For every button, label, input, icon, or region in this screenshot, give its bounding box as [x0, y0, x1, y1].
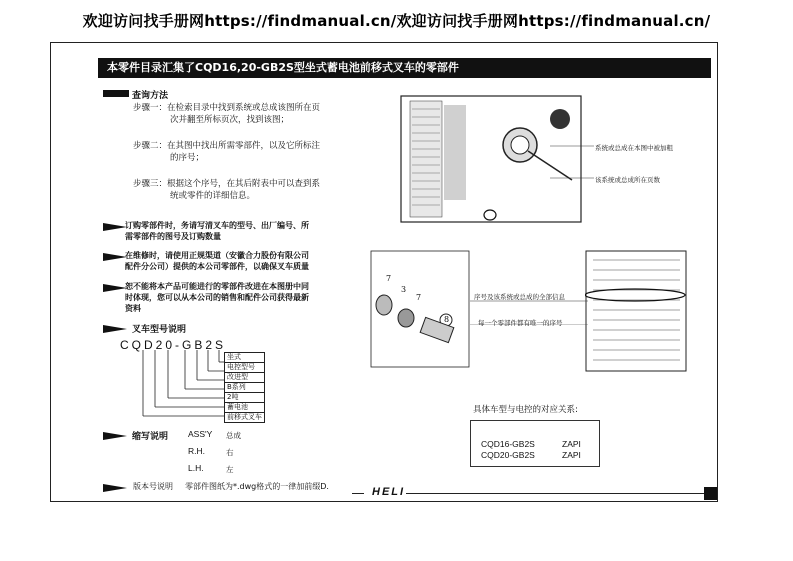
step1-line2: 次并翻至所标页次，找到该图；	[170, 115, 290, 125]
watermark-text: 欢迎访问找手册网https://findmanual.cn/欢迎访问找手册网https://findmanual.cn/	[82, 12, 711, 30]
arrow-bullet-icon	[103, 253, 127, 261]
controller-ctrl-2: ZAPI	[562, 450, 581, 460]
legend-item: 蓄电池	[225, 403, 265, 413]
model-code-connectors	[115, 350, 235, 425]
exploded-parts-illustration	[370, 250, 470, 368]
model-legend	[224, 352, 265, 423]
arrow-bullet-icon	[103, 325, 127, 333]
abbr-key-3: L.H.	[188, 463, 204, 473]
callout-unique-number: 每一个零部件都有唯一的序号	[478, 319, 563, 327]
arrow-bullet-icon	[103, 284, 127, 292]
callout-list-info: 序号及该系统或总成的全部信息	[474, 293, 565, 301]
abbr-key-1: ASS'Y	[188, 429, 213, 439]
part-number-7a: 7	[386, 274, 392, 283]
legend-item: 2吨	[225, 393, 265, 403]
abbr-key-2: R.H.	[188, 446, 205, 456]
legend-item: 电控型号	[225, 363, 265, 373]
legend-item: 前移式叉车	[225, 413, 265, 423]
corner-mark-icon	[704, 487, 717, 500]
controller-model-2: CQD20-GB2S	[481, 450, 535, 460]
legend-item: 改进型	[225, 373, 265, 383]
abbr-val-3: 左	[226, 465, 234, 474]
arrow-bullet-icon	[103, 484, 127, 492]
legend-item: 坐式	[225, 353, 265, 363]
parts-list-illustration	[585, 250, 687, 372]
model-code: CQD20-GB2S	[120, 338, 227, 352]
step2-line1: 步骤二：在其图中找出所需零部件，以及它所标注	[133, 141, 321, 151]
step2-line2: 的序号；	[170, 153, 205, 163]
part-number-8: 8	[444, 315, 450, 324]
legend-item: B系列	[225, 383, 265, 393]
callout-page-number: 该系统或总成所在页数	[595, 176, 660, 184]
controller-heading: 具体车型与电控的对应关系:	[473, 405, 578, 415]
abbr-val-2: 右	[226, 448, 234, 457]
query-steps	[133, 102, 320, 202]
arrow-bullet-icon	[103, 432, 127, 440]
callout-lines	[550, 140, 595, 210]
part-number-7b: 7	[416, 293, 422, 302]
rule-right	[406, 493, 704, 494]
controller-ctrl-1: ZAPI	[562, 439, 581, 449]
step3-line2: 统或零件的详细信息。	[170, 191, 256, 201]
abbr-val-1: 总成	[226, 431, 241, 440]
callout-bold-system: 系统或总成在本图中被加粗	[595, 144, 673, 152]
controller-model-1: CQD16-GB2S	[481, 439, 535, 449]
arrow-bullet-icon	[103, 223, 127, 231]
section-bar-icon	[103, 90, 129, 97]
step3-line1: 步骤三：根据这个序号，在其后附表中可以查到系	[133, 179, 321, 189]
page-banner: 本零件目录汇集了CQD16,20-GB2S型坐式蓄电池前移式叉车的零部件	[98, 58, 711, 78]
heli-logo: HELI	[372, 486, 406, 498]
version-text: 零部件图纸为*.dwg格式的一律加前缀D.	[185, 482, 329, 491]
step1-line1: 步骤一：在检索目录中找到系统或总成该图所在页	[133, 103, 321, 113]
rule-left	[352, 493, 364, 494]
part-number-3: 3	[401, 285, 407, 294]
